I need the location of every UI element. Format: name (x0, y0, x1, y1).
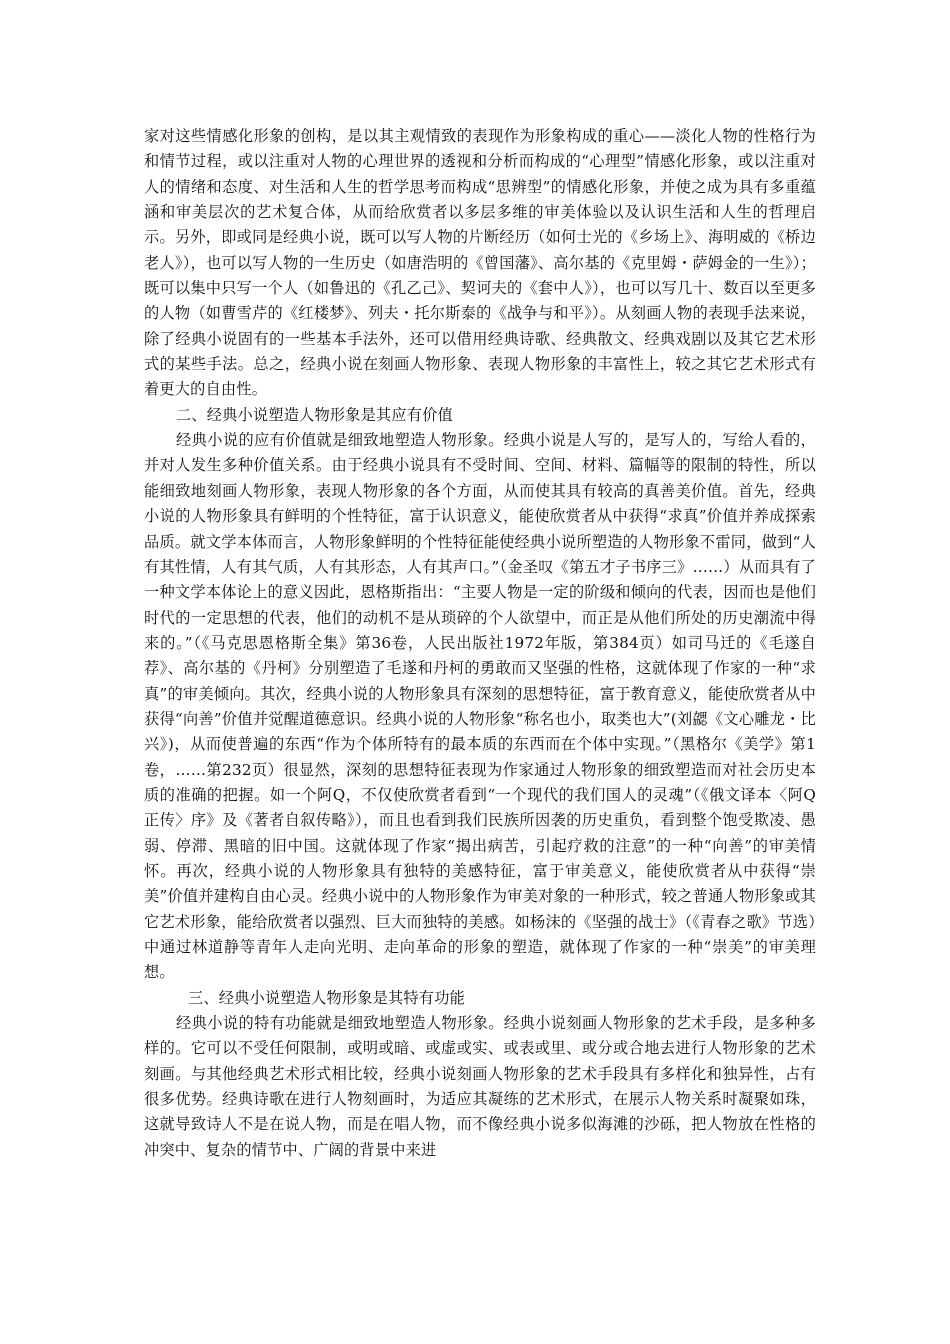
paragraph-intro: 家对这些情感化形象的创构，是以其主观情致的表现作为形象构成的重心——淡化人物的性格行为和情节过程，或以注重对人物的心理世界的透视和分析而构成的“心理型”情感化形象，或以注重对人的情绪和态度、对生活和人生的哲学思考而构成“思辨型”的情感化形象，并使之成为具有多重蕴涵和审美层次的艺术复合体，从而给欣赏者以多层多维的审美体验以及认识生活和人生的哲理启示。另外，即或同是经典小说，既可以写人物的片断经历（如何士光的《乡场上》、海明威的《桥边老人》），也可以写人物的一生历史（如唐浩明的《曾国藩》、高尔基的《克里姆・萨姆金的一生》）；既可以集中只写一个人（如鲁迅的《孔乙己》、契诃夫的《套中人》），也可以写几十、数百以至更多的人物（如曹雪芹的《红楼梦》、列夫・托尔斯泰的《战争与和平》）。从刻画人物的表现手法来说，除了经典小说固有的一些基本手法外，还可以借用经典诗歌、经典散文、经典戏剧以及其它艺术形式的某些手法。总之，经典小说在刻画人物形象、表现人物形象的丰富性上，较之其它艺术形式有着更大的自由性。 (144, 127, 816, 399)
section-heading-3: 三、经典小说塑造人物形象是其特有功能 (188, 988, 465, 1007)
paragraph-function: 经典小说的特有功能就是细致地塑造人物形象。经典小说刻画人物形象的艺术手段，是多种多样的。它可以不受任何限制，或明或暗、或虚或实、或表或里、或分或合地去进行人物形象的艺术刻画。与其他经典艺术形式相比较，经典小说刻画人物形象的艺术手段具有多样化和独异性，占有很多优势。经典诗歌在进行人物刻画时，为适应其凝练的艺术形式，在展示人物关系时凝聚如珠，这就导致诗人不是在说人物，而是在唱人物，而不像经典小说多似海滩的沙砾，把人物放在性格的冲突中、复杂的情节中、广阔的背景中来进 (144, 1014, 816, 1159)
section-heading-2: 二、经典小说塑造人物形象是其应有价值 (176, 405, 453, 424)
document-page (144, 124, 816, 1163)
paragraph-value: 经典小说的应有价值就是细致地塑造人物形象。经典小说是人写的，是写人的，写给人看的，并对人发生多种价值关系。由于经典小说具有不受时间、空间、材料、篇幅等的限制的特性，所以能细致地刻画人物形象，表现人物形象的各个方面，从而使其具有较高的真善美价值。首先，经典小说的人物形象具有鲜明的个性特征，富于认识意义，能使欣赏者从中获得“求真”价值并养成探索品质。就文学本体而言，人物形象鲜明的个性特征能使经典小说所塑造的人物形象不雷同，做到“人有其性情，人有其气质，人有其形态，人有其声口。”（金圣叹《第五才子书序三》……）从而具有了一种文学本体论上的意义因此，恩格斯指出：“主要人物是一定的阶级和倾向的代表，因而也是他们时代的一定思想的代表，他们的动机不是从琐碎的个人欲望中，而正是从他们所处的历史潮流中得来的。”（《马克思恩格斯全集》第36卷，人民出版社1972年版，第384页）如司马迁的《毛遂自荐》、高尔基的《丹柯》分别塑造了毛遂和丹柯的勇敢而又坚强的性格，这就体现了作家的一种“求真”的审美倾向。其次，经典小说的人物形象具有深刻的思想特征，富于教育意义，能使欣赏者从中获得“向善”价值并觉醒道德意识。经典小说的人物形象“称名也小，取类也大”(刘勰《文心雕龙・比兴》)，从而使普遍的东西“作为个体所特有的最本质的东西而在个体中实现。”（黑格尔《美学》第1卷，……第232页）很显然，深刻的思想特征表现为作家通过人物形象的细致塑造而对社会历史本质的准确的把握。如一个阿Q，不仅使欣赏者看到“一个现代的我们国人的灵魂”（《俄文译本〈阿Q正传〉序》及《著者自叙传略》），而且也看到我们民族所因袭的历史重负，看到整个饱受欺凌、愚弱、停滞、黑暗的旧中国。这就体现了作家“揭出病苦，引起疗救的注意”的一种“向善”的审美情怀。再次，经典小说的人物形象具有独特的美感特征，富于审美意义，能使欣赏者从中获得“崇美”价值并建构自由心灵。经典小说中的人物形象作为审美对象的一种形式，较之普通人物形象或其它艺术形象，能给欣赏者以强烈、巨大而独特的美感。如杨沫的《坚强的战士》（《青春之歌》节选）中通过林道静等青年人走向光明、走向革命的形象的塑造，就体现了作家的一种“崇美”的审美理想。 (144, 431, 816, 982)
